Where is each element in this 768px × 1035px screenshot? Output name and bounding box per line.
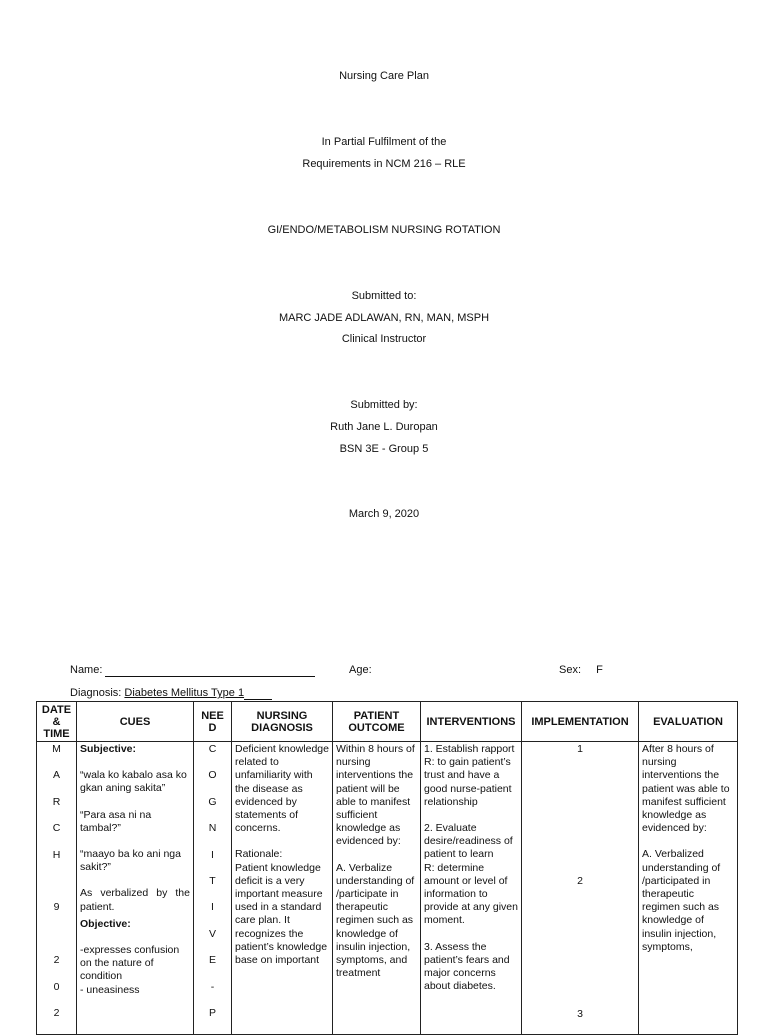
need-letter: C [208,743,217,755]
subjective-label: Subjective: [80,743,137,755]
diagnosis-label: Diagnosis: [70,687,122,699]
outcome-goal: Within 8 hours of nursing interventions the patient will be able to manifest sufficient knowledge as evidenced by: [336,743,415,848]
need-letter: O [208,769,217,782]
objective-label: Objective: [80,917,131,930]
patient-outcome-cell [333,742,421,1035]
date-letter: 0 [53,980,60,993]
need-letter: P [208,1006,216,1019]
nursing-diagnosis-cell [232,742,333,1035]
student-section: BSN 3E - Group 5 [339,443,429,455]
patient-name-field [70,663,315,677]
fulfilment-line-1: In Partial Fulfilment of the [321,136,447,148]
submitted-to-label: Submitted to: [351,290,417,302]
intervention-item: 3. Assess the patient’s fears and major concerns about diabetes. [424,940,510,993]
cue-quote: “Para asa ni na tambal?” [80,808,152,834]
need-letter: I [211,901,214,914]
evaluation-goal: After 8 hours of nursing interventions the patient was able to manifest sufficient knowledge as evidenced by: [642,743,730,835]
interventions-cell [421,742,522,1035]
age-label: Age: [349,664,372,676]
sex-field [559,663,603,677]
date-letter: 2 [53,954,60,967]
evaluation-cell [639,742,738,1035]
need-letter: E [208,954,216,967]
need-letter: V [208,927,216,940]
date-letter [40,928,73,954]
implementation-number: 2 [577,875,583,887]
name-blank [105,664,315,677]
cue-quote: “maayo ba ko ani nga sakit?” [80,848,181,874]
header-patient-outcome: PATIENT OUTCOME [333,702,421,742]
date-letter: A [52,769,60,782]
objective-cue: - uneasiness [80,983,140,996]
need-letter: N [208,822,217,835]
implementation-number: 1 [577,743,583,755]
header-nursing-diagnosis: NURSING DIAGNOSIS [232,702,333,742]
implementation-cell [522,742,639,1035]
cues-cell [77,742,194,1035]
document-title: Nursing Care Plan [339,70,429,82]
header-need: NEE D [194,702,232,742]
header-date-time: DATE & TIME [37,702,77,742]
verbalized-note: As verbalized by the patient. [80,887,190,913]
need-letter: G [208,795,217,808]
cue-quote: “wala ko kabalo asa ko gkan aning sakita” [80,769,187,795]
table-row [37,742,738,1035]
objective-cue: -expresses confusion on the nature of condition [80,944,180,983]
nursing-care-plan-table [36,701,738,1035]
evaluation-item: A. Verbalized understanding of /participated in therapeutic regimen such as knowledge of insulin injection, symptoms, [642,848,721,953]
instructor-title: Clinical Instructor [341,333,427,345]
diagnosis-value: Diabetes Mellitus Type 1 [124,687,245,699]
date-letter: C [52,822,61,835]
date-letter: 9 [53,901,60,914]
need-letter: T [209,874,216,887]
outcome-item: A. Verbalize understanding of /participate in therapeutic regimen such as knowledge of insulin injection, symptoms, and treatment [336,861,415,980]
sex-label: Sex: [559,664,582,676]
need-cell [194,742,232,1035]
rationale-text: Patient knowledge deficit is a very important measure used in a standard care plan. It recognizes the patient’s knowledge base on important [235,861,328,967]
intervention-rationale: R: to gain patient’s trust and have a good nurse-patient relationship [424,756,512,808]
sex-value: F [596,664,603,676]
implementation-number: 3 [577,1008,583,1020]
intervention-rationale: R: determine amount or level of information to provide at any given moment. [424,861,518,927]
date-letter: 2 [53,1006,60,1019]
diagnosis-statement: Deficient knowledge related to unfamiliarity with the disease as evidenced by statements of concerns. [235,743,329,835]
instructor-name: MARC JADE ADLAWAN, RN, MAN, MSPH [278,312,490,324]
need-letter: I [211,848,214,861]
date-letter [40,875,73,901]
submission-date: March 9, 2020 [348,508,420,520]
date-time-cell [37,742,77,1035]
student-name: Ruth Jane L. Duropan [330,421,438,433]
diagnosis-field [70,686,272,700]
header-interventions: INTERVENTIONS [421,702,522,742]
rotation-title: GI/ENDO/METABOLISM NURSING ROTATION [267,224,501,236]
intervention-item: 2. Evaluate desire/readiness of patient to learn [424,822,513,861]
fulfilment-line-2: Requirements in NCM 216 – RLE [302,158,466,170]
header-cues: CUES [77,702,194,742]
date-letter: M [52,743,61,755]
submitted-by-label: Submitted by: [350,399,418,411]
header-evaluation: EVALUATION [639,702,738,742]
need-letter: - [210,980,215,993]
diagnosis-blank [244,687,272,700]
header-implementation: IMPLEMENTATION [522,702,639,742]
intervention-item: 1. Establish rapport [424,743,515,755]
date-letter: H [52,848,61,861]
date-letter: R [52,795,61,808]
rationale-label: Rationale: [235,848,283,861]
table-header-row [37,702,738,742]
name-label: Name: [70,664,103,676]
